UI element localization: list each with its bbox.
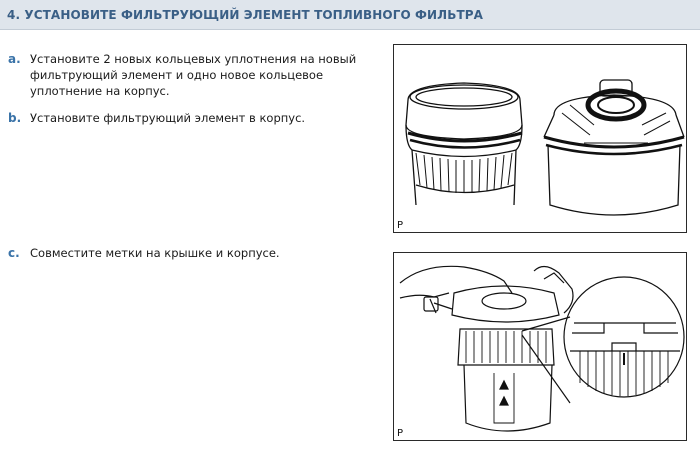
figure-2-label: P (397, 428, 404, 439)
figure-filter-element (393, 44, 687, 233)
filter-cover-alignment-illustration (394, 253, 686, 440)
step-a (8, 51, 370, 99)
step-c-letter: c. (8, 246, 20, 260)
step-c-text: Совместите метки на крышке и корпусе. (30, 246, 280, 260)
step-a-letter: a. (8, 52, 21, 66)
section-title: 4. УСТАНОВИТЕ ФИЛЬТРУЮЩИЙ ЭЛЕМЕНТ ТОПЛИВНОГО ФИЛЬТРА (7, 8, 484, 22)
step-a-text: Установите 2 новых кольцевых уплотнения на новый фильтрующий элемент и одно новое кольцевое уплотнение на корпус. (30, 52, 357, 98)
step-b (8, 110, 370, 126)
step-b-letter: b. (8, 111, 22, 125)
figure-cover-alignment (393, 252, 687, 441)
figure-1-label: P (397, 220, 404, 231)
section-header (0, 0, 700, 30)
step-c (8, 245, 370, 261)
step-b-text: Установите фильтрующий элемент в корпус. (30, 111, 306, 125)
filter-element-seals-illustration (394, 45, 686, 232)
